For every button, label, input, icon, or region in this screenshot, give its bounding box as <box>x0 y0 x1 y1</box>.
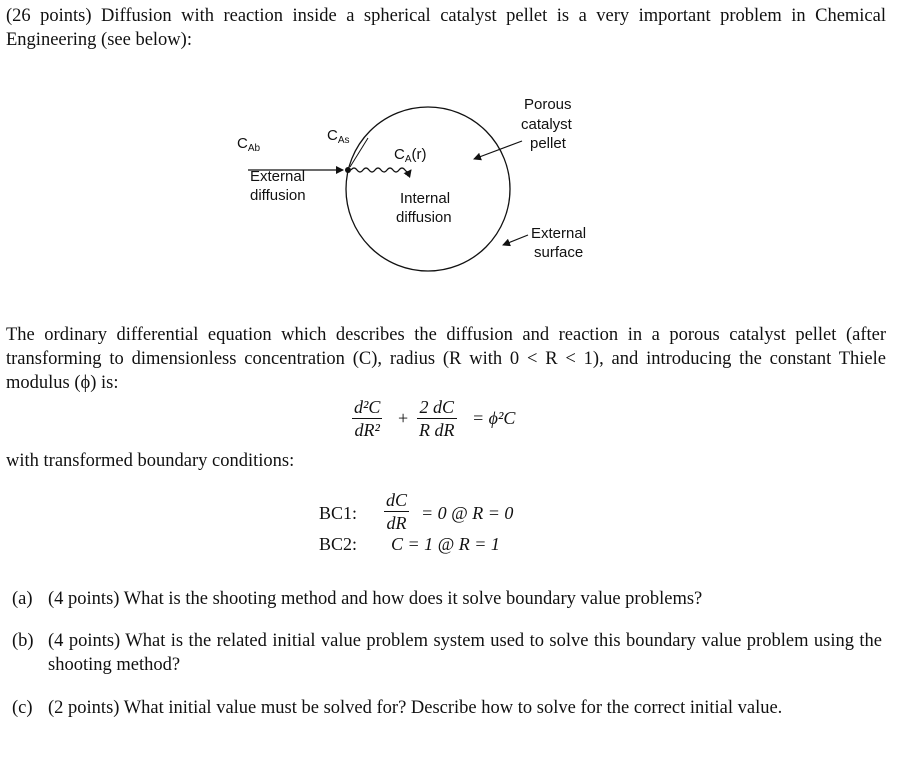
question-label: (b) <box>12 631 34 651</box>
ode-paragraph: The ordinary differential equation which describes the diffusion and reaction in a porous catalyst pellet (after transforming to dimensionless concentration (C), radius (R with 0 < R < 1), and introducing the constant Thiele modulus (ϕ) is: <box>6 325 886 393</box>
question-label: (a) <box>12 589 33 609</box>
bc2-label: BC2: <box>319 534 358 554</box>
label-cas: $C_{As}$ <box>327 127 350 146</box>
surface-point <box>345 167 351 173</box>
question-a <box>12 587 882 611</box>
bc1-rest: = 0 @ R = 0 <box>421 503 514 523</box>
label-car: $C_A(r)$ <box>394 146 427 165</box>
label-cab: $C_{Ab}$ <box>237 135 261 154</box>
pellet-pointer-arrow <box>474 141 522 159</box>
surface-pointer-arrow <box>503 235 528 245</box>
question-label: (c) <box>12 698 33 718</box>
bc-intro: with transformed boundary conditions: <box>6 451 295 471</box>
label-external-diffusion-1: External <box>250 168 306 185</box>
equation-term-2: $\frac{2 dC}{\text{R dR}}$ <box>419 397 455 440</box>
label-surface-1: External <box>531 225 587 242</box>
internal-diffusion-wave <box>351 168 411 172</box>
label-external-diffusion-2: diffusion <box>250 187 306 204</box>
cas-pointer <box>350 138 368 167</box>
bc1-derivative: $\frac{dC}{dR}$ <box>386 490 408 533</box>
bc1-label: BC1: <box>319 503 358 523</box>
catalyst-pellet-diagram <box>0 80 912 280</box>
pellet-circle <box>346 107 510 271</box>
question-c <box>12 696 882 720</box>
bc2-equation: C = 1 @ R = 1 <box>391 534 500 554</box>
label-pellet-1: Porous <box>524 96 572 113</box>
label-internal-diffusion-1: Internal <box>400 190 451 207</box>
question-text: (2 points) What initial value must be solved for? Describe how to solve for the correct initial value. <box>48 698 783 718</box>
question-b <box>12 629 882 677</box>
label-internal-diffusion-2: diffusion <box>396 209 452 226</box>
equation-rhs: = ϕ²C <box>472 408 516 428</box>
question-text: (4 points) What is the related initial value problem system used to solve this boundary value problem using the shooting method? <box>48 631 882 675</box>
question-text: (4 points) What is the shooting method and how does it solve boundary value problems? <box>48 589 703 609</box>
equation-plus: + <box>398 408 409 428</box>
equation-term-1: $\frac{\text{d²C}}{\text{dR²}}$ <box>354 397 381 440</box>
label-pellet-2: catalyst <box>521 116 572 133</box>
label-pellet-3: pellet <box>530 135 566 152</box>
intro-paragraph: (26 points) Diffusion with reaction inside a spherical catalyst pellet is a very important problem in Chemical Engineering (see below): <box>6 6 886 50</box>
label-surface-2: surface <box>534 244 584 261</box>
